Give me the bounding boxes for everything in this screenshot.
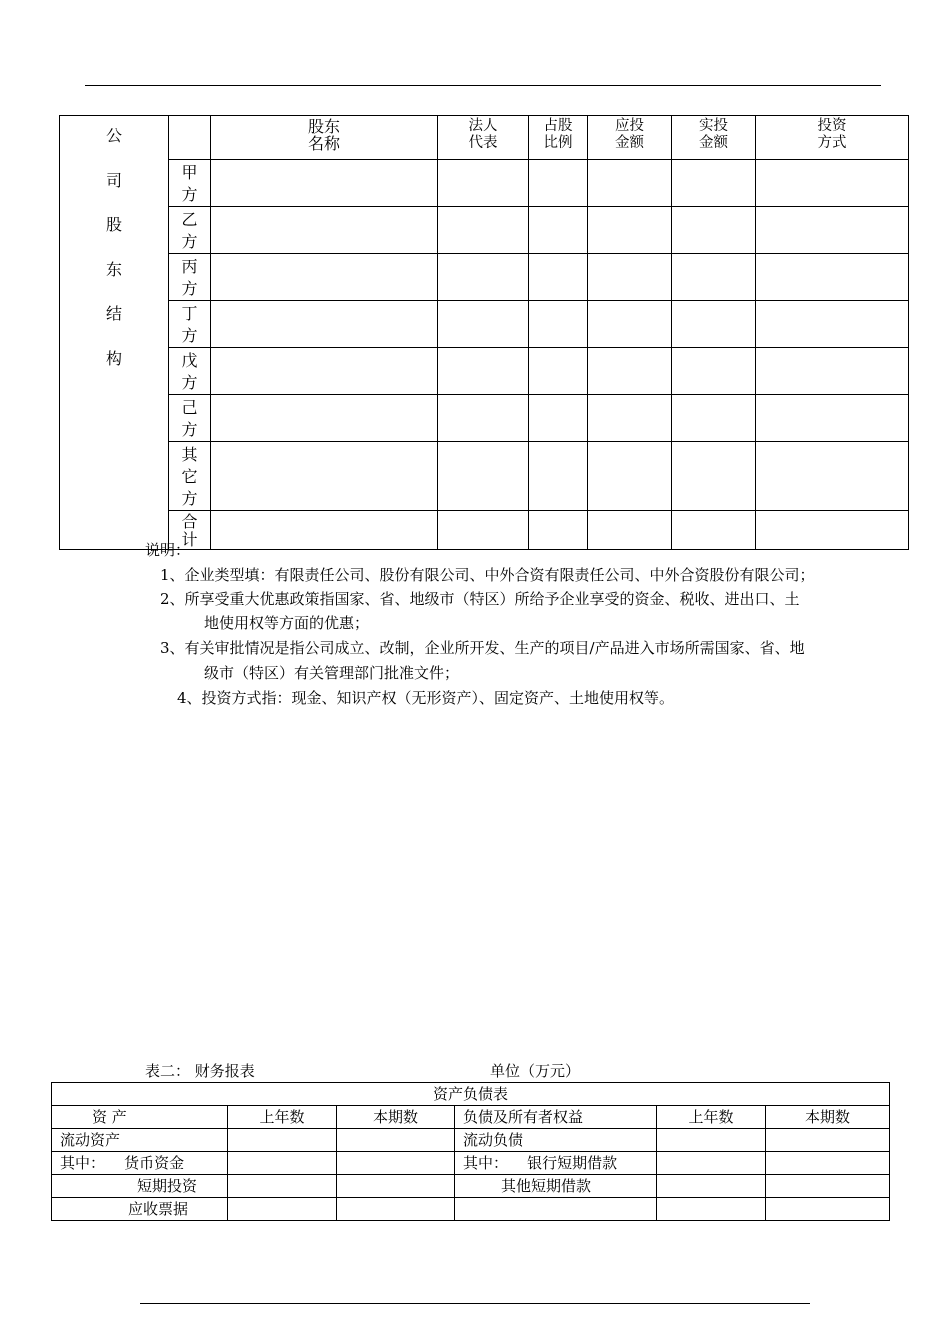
share-ratio-cell[interactable] — [529, 442, 588, 511]
invest-method-cell[interactable] — [756, 301, 909, 348]
asset-label: 流动资产 — [52, 1129, 228, 1152]
party-label: 其 它 方 — [169, 442, 211, 511]
planned-amount-cell[interactable] — [588, 395, 672, 442]
shareholder-name-cell[interactable] — [211, 207, 438, 254]
invest-method-cell[interactable] — [756, 395, 909, 442]
side-label-char: 公 — [105, 126, 122, 145]
note-3a: 3、有关审批情况是指公司成立、改制，企业所开发、生产的项目/产品进入市场所需国家、省、地 — [160, 639, 805, 657]
table-row — [60, 395, 909, 442]
value-cell[interactable] — [337, 1152, 455, 1175]
invest-method-cell[interactable] — [756, 348, 909, 395]
shareholder-name-cell[interactable] — [211, 348, 438, 395]
header-current-period: 本期数 — [337, 1106, 455, 1129]
value-cell[interactable] — [337, 1198, 455, 1221]
planned-amount-cell[interactable] — [588, 254, 672, 301]
shareholder-name-cell[interactable] — [211, 511, 438, 550]
legal-rep-cell[interactable] — [438, 511, 529, 550]
party-label: 丙 方 — [169, 254, 211, 301]
side-label-char: 构 — [105, 348, 122, 368]
header-actual-amount: 实投 金额 — [672, 116, 756, 160]
table-row — [52, 1198, 890, 1221]
total-label: 合 计 — [169, 511, 211, 550]
share-ratio-cell[interactable] — [529, 160, 588, 207]
note-1: 1、企业类型填：有限责任公司、股份有限公司、中外合资有限责任公司、中外合资股份有限公司； — [160, 566, 815, 584]
share-ratio-cell[interactable] — [529, 254, 588, 301]
actual-amount-cell[interactable] — [672, 442, 756, 511]
value-cell[interactable] — [228, 1175, 337, 1198]
side-label-char: 结 — [105, 304, 122, 323]
note-4: 4、投资方式指：现金、知识产权（无形资产）、固定资产、土地使用权等。 — [177, 689, 675, 707]
actual-amount-cell[interactable] — [672, 395, 756, 442]
planned-amount-cell[interactable] — [588, 301, 672, 348]
value-cell[interactable] — [657, 1175, 766, 1198]
header-planned-amount: 应投 金额 — [588, 116, 672, 160]
share-ratio-cell[interactable] — [529, 301, 588, 348]
unit-label: 单位（万元） — [490, 1062, 581, 1080]
actual-amount-cell[interactable] — [672, 348, 756, 395]
liability-label: 其他短期借款 — [455, 1175, 657, 1198]
legal-rep-cell[interactable] — [438, 395, 529, 442]
table-row — [52, 1175, 890, 1198]
legal-rep-cell[interactable] — [438, 207, 529, 254]
balance-sheet-table — [51, 1082, 890, 1221]
balance-sheet-title: 资产负债表 — [52, 1083, 890, 1106]
value-cell[interactable] — [228, 1129, 337, 1152]
header-prev-year: 上年数 — [657, 1106, 766, 1129]
planned-amount-cell[interactable] — [588, 348, 672, 395]
invest-method-cell[interactable] — [756, 254, 909, 301]
header-blank — [169, 116, 211, 160]
value-cell[interactable] — [657, 1129, 766, 1152]
liability-label: 流动负债 — [455, 1129, 657, 1152]
actual-amount-cell[interactable] — [672, 254, 756, 301]
invest-method-cell[interactable] — [756, 511, 909, 550]
share-ratio-cell[interactable] — [529, 348, 588, 395]
legal-rep-cell[interactable] — [438, 254, 529, 301]
note-2b: 地使用权等方面的优惠； — [204, 614, 370, 632]
table-row — [60, 301, 909, 348]
value-cell[interactable] — [766, 1152, 890, 1175]
value-cell[interactable] — [228, 1152, 337, 1175]
value-cell[interactable] — [337, 1129, 455, 1152]
legal-rep-cell[interactable] — [438, 301, 529, 348]
value-cell[interactable] — [657, 1198, 766, 1221]
invest-method-cell[interactable] — [756, 207, 909, 254]
value-cell[interactable] — [766, 1198, 890, 1221]
note-2a: 2、所享受重大优惠政策指国家、省、地级市（特区）所给予企业享受的资金、税收、进出口、土 — [160, 590, 800, 608]
party-label: 丁 方 — [169, 301, 211, 348]
value-cell[interactable] — [766, 1129, 890, 1152]
table-row — [60, 442, 909, 511]
header-current-period: 本期数 — [766, 1106, 890, 1129]
table-row — [52, 1152, 890, 1175]
party-label: 甲 方 — [169, 160, 211, 207]
header-invest-method: 投资 方式 — [756, 116, 909, 160]
table-row — [60, 207, 909, 254]
share-ratio-cell[interactable] — [529, 511, 588, 550]
header-shareholder-name: 股东 名称 — [211, 116, 438, 160]
side-label-cell — [60, 116, 169, 550]
share-ratio-cell[interactable] — [529, 395, 588, 442]
value-cell[interactable] — [337, 1175, 455, 1198]
shareholder-structure-table — [59, 115, 909, 550]
table-row — [60, 254, 909, 301]
party-label: 戊 方 — [169, 348, 211, 395]
actual-amount-cell[interactable] — [672, 301, 756, 348]
value-cell[interactable] — [228, 1198, 337, 1221]
planned-amount-cell[interactable] — [588, 160, 672, 207]
shareholder-name-cell[interactable] — [211, 301, 438, 348]
party-label: 己 方 — [169, 395, 211, 442]
planned-amount-cell[interactable] — [588, 207, 672, 254]
top-rule — [85, 85, 881, 86]
legal-rep-cell[interactable] — [438, 348, 529, 395]
bottom-rule — [140, 1303, 810, 1304]
header-prev-year: 上年数 — [228, 1106, 337, 1129]
invest-method-cell[interactable] — [756, 160, 909, 207]
header-liabilities-equity: 负债及所有者权益 — [455, 1106, 657, 1129]
asset-label: 其中： 货币资金 — [52, 1152, 228, 1175]
planned-amount-cell[interactable] — [588, 511, 672, 550]
share-ratio-cell[interactable] — [529, 207, 588, 254]
side-label-char: 司 — [105, 170, 122, 190]
asset-label: 短期投资 — [52, 1175, 228, 1198]
notes-title: 说明： — [145, 541, 191, 559]
note-3b: 级市（特区）有关管理部门批准文件； — [204, 664, 460, 682]
header-share-ratio: 占股 比例 — [529, 116, 588, 160]
value-cell[interactable] — [766, 1175, 890, 1198]
table-row — [60, 348, 909, 395]
side-label-char: 股 — [105, 215, 122, 234]
legal-rep-cell[interactable] — [438, 442, 529, 511]
shareholder-name-cell[interactable] — [211, 160, 438, 207]
shareholder-name-cell[interactable] — [211, 254, 438, 301]
header-legal-rep: 法人 代表 — [438, 116, 529, 160]
table-row — [52, 1129, 890, 1152]
actual-amount-cell[interactable] — [672, 160, 756, 207]
legal-rep-cell[interactable] — [438, 160, 529, 207]
planned-amount-cell[interactable] — [588, 442, 672, 511]
header-assets: 资 产 — [52, 1106, 228, 1129]
invest-method-cell[interactable] — [756, 442, 909, 511]
party-label: 乙 方 — [169, 207, 211, 254]
table-row — [60, 160, 909, 207]
side-label-char: 东 — [105, 259, 122, 279]
liability-label — [455, 1198, 657, 1221]
liability-label: 其中： 银行短期借款 — [455, 1152, 657, 1175]
asset-label: 应收票据 — [52, 1198, 228, 1221]
shareholder-name-cell[interactable] — [211, 395, 438, 442]
table2-caption: 表二： 财务报表 — [145, 1062, 255, 1080]
actual-amount-cell[interactable] — [672, 511, 756, 550]
value-cell[interactable] — [657, 1152, 766, 1175]
actual-amount-cell[interactable] — [672, 207, 756, 254]
shareholder-name-cell[interactable] — [211, 442, 438, 511]
